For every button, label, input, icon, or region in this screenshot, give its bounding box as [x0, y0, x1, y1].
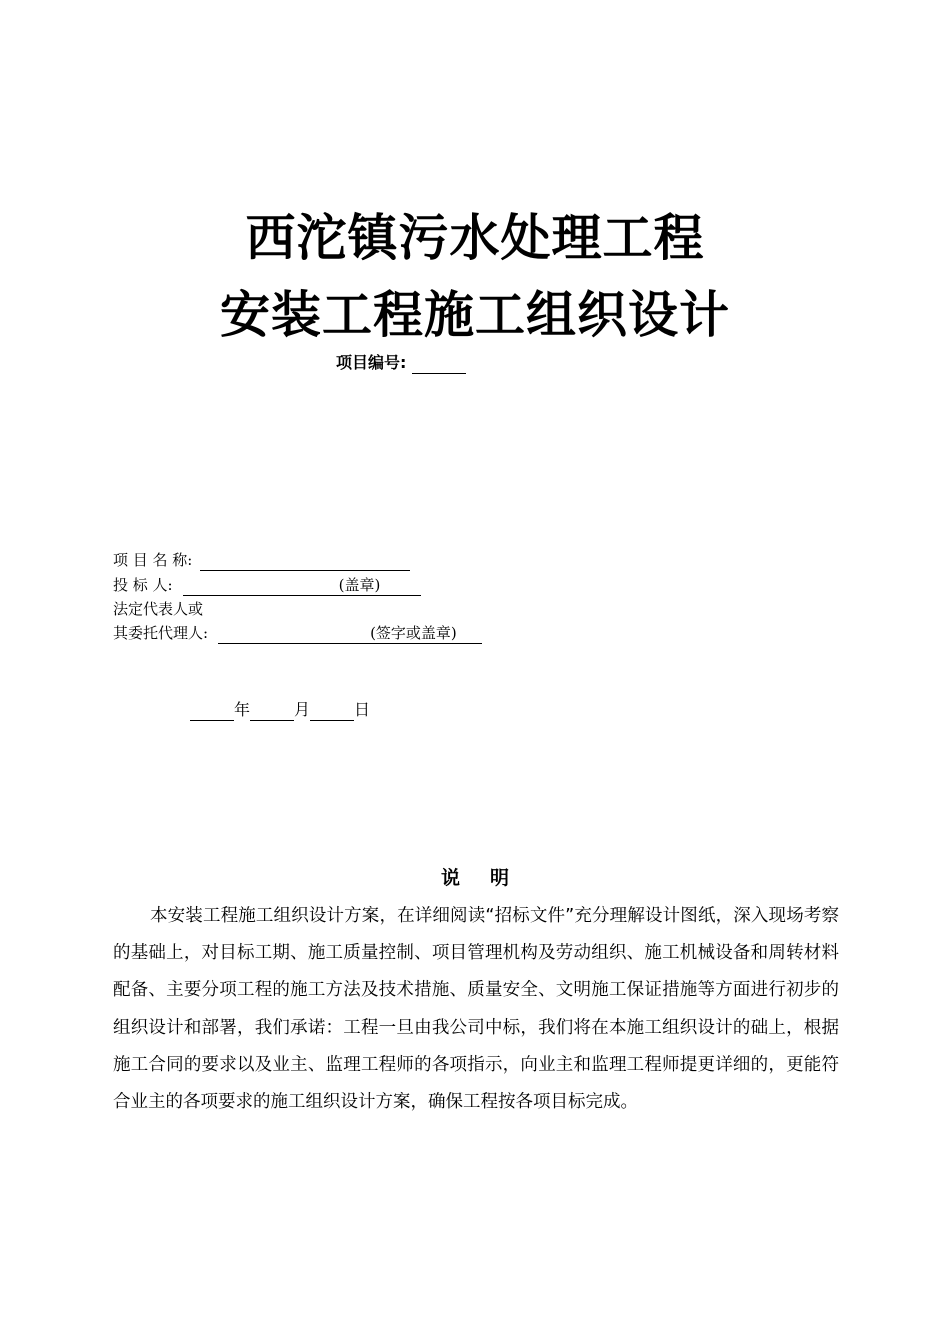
month-blank [250, 701, 294, 721]
project-number-blank [412, 357, 466, 374]
agent-row [113, 622, 482, 644]
project-name-blank [200, 551, 410, 571]
year-label: 年 [234, 700, 251, 719]
document-title-line-1: 西沱镇污水处理工程 [245, 208, 705, 267]
day-label: 日 [354, 700, 371, 719]
bidder-blank [183, 576, 421, 596]
date-field [190, 699, 370, 721]
project-number-label: 项目编号: [336, 353, 407, 372]
year-blank [190, 701, 234, 721]
bidder-seal-note: (盖章) [338, 576, 381, 594]
document-title-line-2: 安装工程施工组织设计 [220, 285, 730, 344]
explanation-paragraph: 本安装工程施工组织设计方案，在详细阅读“招标文件”充分理解设计图纸，深入现场考察的基础上，对目标工期、施工质量控制、项目管理机构及劳动组织、施工机械设备和周转材料配备、主要分项工程的施工方法及技术措施、质量安全、文明施工保证措施等方面进行初步的组织设计和部署，我们承诺：工程一旦由我公司中标，我们将在本施工组织设计的础上，根据施工合同的要求以及业主、监理工程师的各项指示，向业主和监理工程师提更详细的，更能符合业主的各项要求的施工组织设计方案，确保工程按各项目标完成。 [113, 906, 839, 1113]
explanation-heading: 说明 [440, 867, 539, 889]
legal-rep-row [113, 598, 203, 620]
bidder-row [113, 574, 421, 596]
project-number-field [336, 352, 466, 374]
project-name-row [113, 549, 410, 571]
project-name-label: 项 目 名 称: [113, 551, 193, 569]
agent-sign-note: (签字或盖章) [370, 624, 457, 642]
agent-blank [218, 624, 482, 644]
bidder-label: 投 标 人: [113, 576, 173, 594]
legal-rep-label: 法定代表人或 [113, 600, 204, 618]
agent-label: 其委托代理人: [113, 624, 209, 642]
month-label: 月 [294, 700, 311, 719]
day-blank [310, 701, 354, 721]
